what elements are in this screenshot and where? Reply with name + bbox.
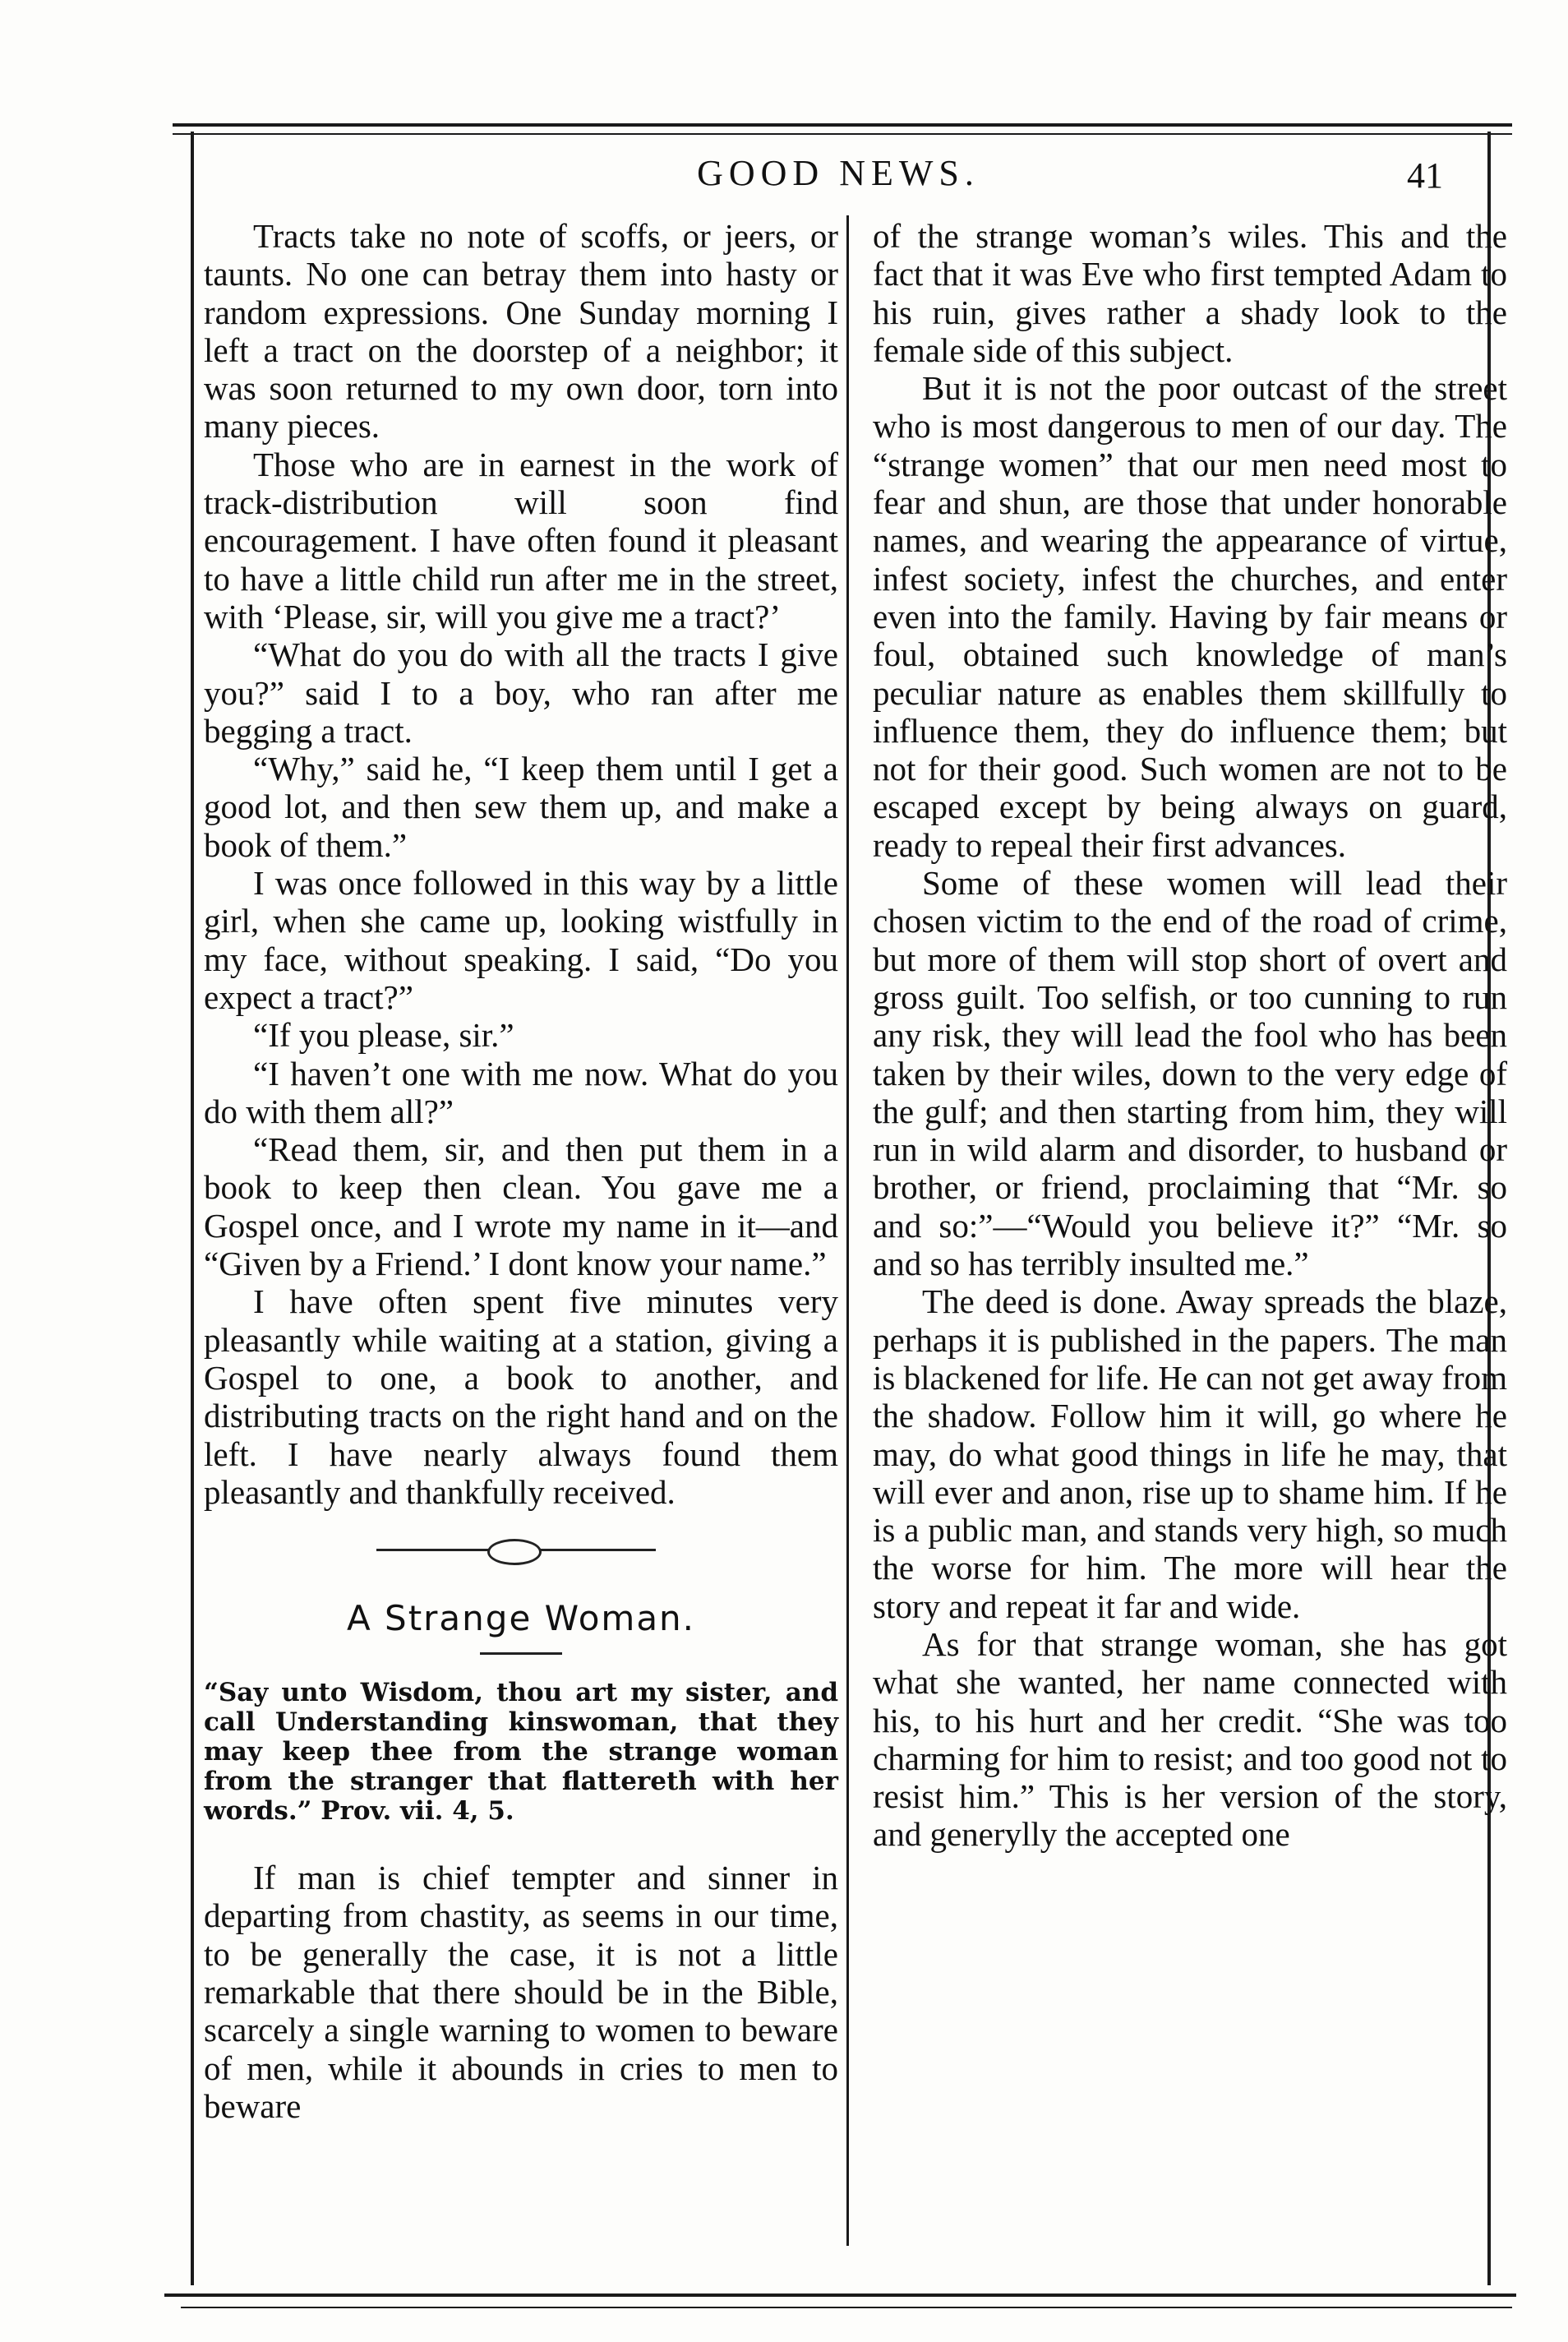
paragraph: If man is chief tempter and sinner in departing from chastity, as seems in our time, to be generally the case, it is not a little remarkable that there should be in the Bible, scarcely a single warning to women to beware of men, while it abounds in cries to men to beware xyxy=(204,1859,838,2125)
ornament-divider xyxy=(204,1511,838,1593)
top-rule xyxy=(173,123,1512,127)
paragraph: But it is not the poor outcast of the street who is most dangerous to men of our day. The “strange women” that our men need most to fear and shun, are those that under honorable names, and wearing the appearance of virtue, infest society, infest the churches, and enter even into the family. Having by fair means or foul, obtained such knowledge of man’s peculiar nature as enables them skillfully to influence them, they do influence them; but not for their good. Such women are not to be escaped except by being always on guard, ready to repeal their first advances. xyxy=(873,369,1507,864)
paragraph: “I haven’t one with me now. What do you do with them all?” xyxy=(204,1054,838,1130)
paragraph: I was once followed in this way by a little girl, when she came up, looking wistfully in my face, without speaking. I said, “Do you expect a tract?” xyxy=(204,864,838,1016)
paragraph: I have often spent five minutes very pleasantly while waiting at a station, giving a Gospel to one, a book to another, and distributing tracts on the right hand and on the left. I have nearly always found them pleasantly and thankfully received. xyxy=(204,1282,838,1511)
paragraph: Tracts take no note of scoffs, or jeers, or taunts. No one can betray them into hasty or random expressions. One Sunday morning I left a tract on the doorstep of a neighbor; it was soon returned to my own door, torn into many pieces. xyxy=(204,217,838,446)
right-column xyxy=(873,217,1507,1854)
paragraph: “If you please, sir.” xyxy=(253,1016,514,1055)
left-rule xyxy=(191,132,194,2285)
title-rule xyxy=(480,1652,562,1655)
paragraph: “Read them, sir, and then put them in a book to keep then clean. You gave me a Gospel once, and I wrote my name in it—and “Given by a Friend.’ I dont know your name.” xyxy=(204,1130,838,1283)
paragraph: of the strange woman’s wiles. This and the fact that it was Eve who first tempted Adam to his ruin, gives rather a shady look to the female side of this subject. xyxy=(873,217,1507,369)
top-rule-thin xyxy=(173,133,1512,135)
column-divider xyxy=(846,215,849,2246)
epigraph: “Say unto Wisdom, thou art my sister, and call Understanding kinswoman, that they may keep thee from the strange woman from the stranger that flattereth with her words.” Prov. vii. 4, 5. xyxy=(204,1678,838,1827)
paragraph: As for that strange woman, she has got what she wanted, her name connected with his, to his hurt and her credit. “She was too charming for him to resist; and too good not to resist him.” This is her version of the story, and generylly the accepted one xyxy=(873,1624,1507,1854)
paragraph: Some of these women will lead their chosen victim to the end of the road of crime, but more of them will stop short of overt and gross guilt. Too selfish, or too cunning to run any risk, they will lead the fool who has been taken by their wiles, down to the very edge of the gulf; and then starting from him, they will run in wild alarm and disorder, to husband or brother, or friend, proclaiming that “Mr. so and so:”—“Would you believe it?” “Mr. so and so has terribly insulted me.” xyxy=(873,864,1507,1283)
section-title: A Strange Woman. xyxy=(346,1598,696,1639)
left-column xyxy=(204,217,838,2125)
paragraph: “What do you do with all the tracts I give you?” said I to a boy, who ran after me begging a tract. xyxy=(204,635,838,750)
bottom-rule xyxy=(164,2293,1516,2297)
paragraph: Those who are in earnest in the work of track-distribution will soon find encouragement. I have often found it pleasant to have a little child run after me in the street, with ‘Please, sir, will you give me a tract?’ xyxy=(204,445,838,635)
bottom-rule-thin xyxy=(181,2307,1512,2308)
page-number: 41 xyxy=(1407,155,1443,196)
paragraph: “Why,” said he, “I keep them until I get a good lot, and then sew them up, and make a book of them.” xyxy=(204,750,838,864)
running-head: GOOD NEWS. xyxy=(697,153,980,193)
paragraph: The deed is done. Away spreads the blaze, perhaps it is published in the papers. The man is blackened for life. He can not get away from the shadow. Follow him it will, go where he may, do what good things in life he may, that will ever and anon, rise up to shame him. If he is a public man, and stands very high, so much the worse for him. The more will hear the story and repeat it far and wide. xyxy=(873,1282,1507,1625)
